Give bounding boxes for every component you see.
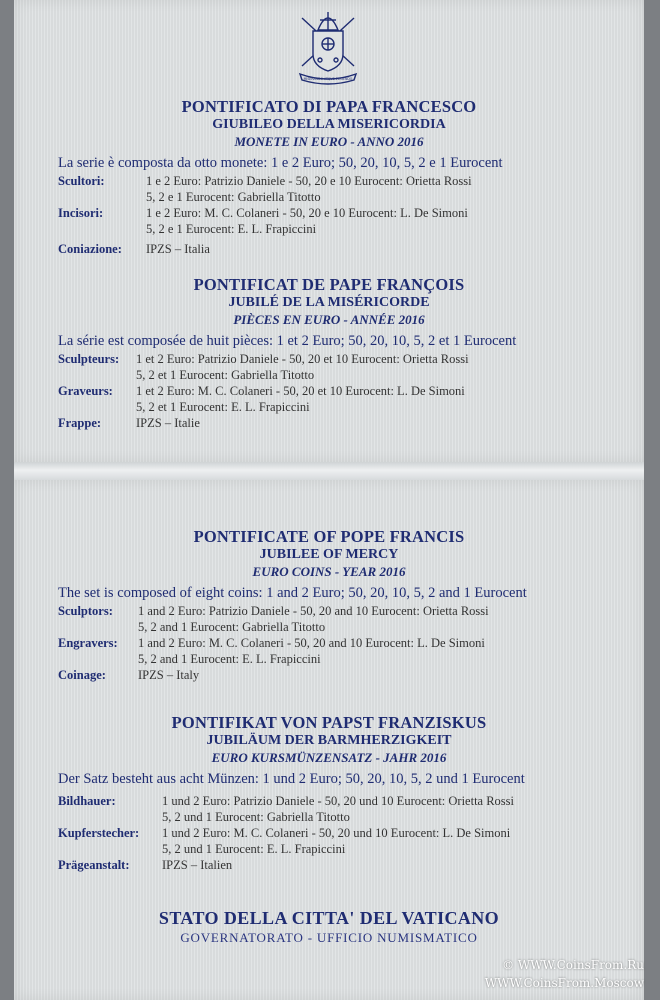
sculptors-row	[58, 793, 644, 825]
footer-state-title: STATO DELLA CITTA' DEL VATICANO	[158, 908, 500, 928]
sculptors-row	[58, 173, 644, 205]
section-title: PONTIFICAT DE PAPE FRANÇOIS	[193, 275, 465, 294]
section-subtitle: JUBILÄUM DER BARMHERZIGKEIT	[206, 733, 452, 748]
section-german	[14, 714, 644, 873]
mint-value: IPZS – Italien	[162, 858, 233, 872]
sculptors-row	[58, 603, 644, 635]
sculptors-row	[58, 351, 644, 383]
mint-label: Prägeanstalt:	[58, 858, 130, 872]
mint-row	[58, 415, 644, 431]
engravers-line-2: 5, 2 und 1 Eurocent: E. L. Frapiccini	[162, 842, 346, 856]
section-series: MONETE IN EURO - ANNO 2016	[234, 134, 424, 149]
mint-value: IPZS – Italia	[146, 242, 210, 256]
engravers-label: Kupferstecher:	[58, 826, 140, 840]
engravers-row	[58, 205, 644, 237]
section-subtitle: JUBILEE OF MERCY	[259, 547, 399, 562]
watermark-line-2: WWW.CoinsFrom.Moscow	[484, 976, 644, 990]
mint-label: Coniazione:	[58, 242, 122, 256]
mint-row	[58, 667, 644, 683]
section-title: PONTIFICATO DI PAPA FRANCESCO	[181, 97, 477, 116]
sculptors-line-2: 5, 2 e 1 Eurocent: Gabriella Titotto	[146, 190, 321, 204]
sculptors-line-1: 1 and 2 Euro: Patrizio Daniele - 50, 20 and 10 Eurocent: Orietta Rossi	[138, 604, 489, 618]
engravers-label: Incisori:	[58, 206, 104, 220]
sculptors-line-2: 5, 2 et 1 Eurocent: Gabriella Titotto	[136, 368, 315, 382]
section-series: PIÈCES EN EURO - ANNÉE 2016	[233, 312, 425, 327]
engravers-label: Engravers:	[58, 636, 118, 650]
engravers-label: Graveurs:	[58, 384, 113, 398]
mint-row	[58, 857, 644, 873]
footer-office: GOVERNATORATO - UFFICIO NUMISMATICO	[180, 930, 478, 945]
sculptors-label: Sculptors:	[58, 604, 113, 618]
section-intro: La serie è composta da otto monete: 1 e 2 Euro; 50, 20, 10, 5, 2 e 1 Eurocent	[58, 155, 503, 171]
leaflet-fold	[14, 462, 644, 480]
mint-label: Coinage:	[58, 668, 106, 682]
section-intro: La série est composée de huit pièces: 1 et 2 Euro; 50, 20, 10, 5, 2 et 1 Eurocent	[58, 333, 517, 349]
engravers-row	[58, 825, 644, 857]
sculptors-label: Scultori:	[58, 174, 105, 188]
engravers-line-2: 5, 2 and 1 Eurocent: E. L. Frapiccini	[138, 652, 321, 666]
section-intro: Der Satz besteht aus acht Münzen: 1 und 2 Euro; 50, 20, 10, 5, 2 und 1 Eurocent	[58, 771, 525, 787]
sculptors-line-2: 5, 2 and 1 Eurocent: Gabriella Titotto	[138, 620, 326, 634]
mint-row	[58, 241, 644, 257]
sculptors-line-2: 5, 2 und 1 Eurocent: Gabriella Titotto	[162, 810, 350, 824]
mint-value: IPZS – Italie	[136, 416, 200, 430]
section-title: PONTIFIKAT VON PAPST FRANZISKUS	[171, 713, 487, 732]
engravers-line-1: 1 et 2 Euro: M. C. Colaneri - 50, 20 et 10 Eurocent: L. De Simoni	[136, 384, 465, 398]
sculptors-line-1: 1 et 2 Euro: Patrizio Daniele - 50, 20 et 10 Eurocent: Orietta Rossi	[136, 352, 469, 366]
engravers-line-1: 1 e 2 Euro: M. C. Colaneri - 50, 20 e 10 Eurocent: L. De Simoni	[146, 206, 468, 220]
engravers-line-1: 1 und 2 Euro: M. C. Colaneri - 50, 20 und 10 Eurocent: L. De Simoni	[162, 826, 511, 840]
sculptors-line-1: 1 e 2 Euro: Patrizio Daniele - 50, 20 e 10 Eurocent: Orietta Rossi	[146, 174, 472, 188]
section-subtitle: GIUBILEO DELLA MISERICORDIA	[212, 117, 446, 132]
watermark-line-1: © WWW.CoinsFrom.Ru	[502, 958, 644, 972]
section-french	[14, 276, 644, 431]
section-title: PONTIFICATE OF POPE FRANCIS	[193, 527, 465, 546]
section-italian	[14, 98, 644, 257]
engravers-line-1: 1 and 2 Euro: M. C. Colaneri - 50, 20 and 10 Eurocent: L. De Simoni	[138, 636, 485, 650]
section-subtitle: JUBILÉ DE LA MISÉRICORDE	[228, 295, 430, 310]
section-series: EURO COINS - YEAR 2016	[252, 564, 406, 579]
engravers-row	[58, 635, 644, 667]
papal-coat-of-arms-icon	[296, 4, 360, 86]
sculptors-label: Bildhauer:	[58, 794, 116, 808]
section-english	[14, 528, 644, 683]
sculptors-label: Sculpteurs:	[58, 352, 120, 366]
section-series: EURO KURSMÜNZENSATZ - JAHR 2016	[211, 750, 447, 765]
sculptors-line-1: 1 und 2 Euro: Patrizio Daniele - 50, 20 und 10 Eurocent: Orietta Rossi	[162, 794, 515, 808]
engravers-line-2: 5, 2 e 1 Eurocent: E. L. Frapiccini	[146, 222, 317, 236]
engravers-line-2: 5, 2 et 1 Eurocent: E. L. Frapiccini	[136, 400, 310, 414]
engravers-row	[58, 383, 644, 415]
mint-label: Frappe:	[58, 416, 102, 430]
mint-value: IPZS – Italy	[138, 668, 200, 682]
section-intro: The set is composed of eight coins: 1 and 2 Euro; 50, 20, 10, 5, 2 and 1 Eurocent	[58, 585, 527, 601]
crest-motto: MISERANDO ATQUE ELIGENDO	[303, 77, 353, 81]
